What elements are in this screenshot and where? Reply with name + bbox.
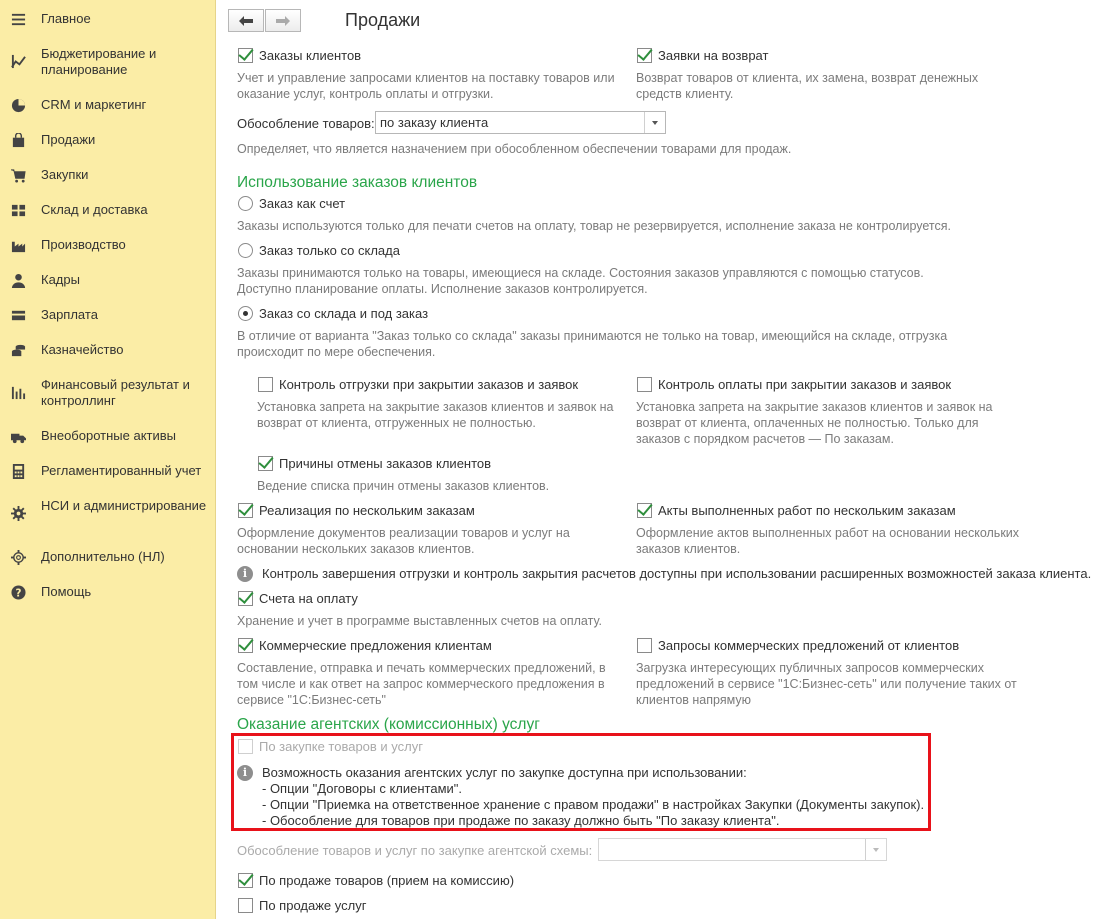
commercial-offers-label[interactable]: Коммерческие предложения клиентам bbox=[259, 638, 492, 653]
order-stock-and-preorder-radio[interactable] bbox=[238, 306, 253, 321]
order-as-invoice-label[interactable]: Заказ как счет bbox=[259, 196, 346, 211]
invoices-checkbox[interactable] bbox=[238, 591, 253, 606]
chevron-down-icon[interactable] bbox=[865, 839, 886, 860]
person-icon bbox=[10, 272, 26, 288]
multi-acts-checkbox[interactable] bbox=[637, 503, 652, 518]
help-icon bbox=[10, 584, 26, 600]
shipment-control-label[interactable]: Контроль отгрузки при закрытии заказов и заявок bbox=[279, 377, 579, 392]
coins-icon bbox=[10, 342, 26, 358]
shipment-control-checkbox[interactable] bbox=[258, 377, 273, 392]
wallet-icon bbox=[10, 307, 26, 323]
main-content bbox=[217, 0, 1103, 919]
pie-chart-icon bbox=[10, 97, 26, 113]
multi-acts-desc: Оформление актов выполненных работ на основании нескольких заказов клиентов. bbox=[636, 526, 1020, 556]
client-orders-checkbox[interactable] bbox=[238, 48, 253, 63]
sidebar-item-label: Закупки bbox=[41, 167, 89, 182]
sidebar-item-label: Кадры bbox=[41, 272, 80, 287]
order-from-stock-label[interactable]: Заказ только со склада bbox=[259, 243, 400, 258]
info-icon: i bbox=[237, 566, 253, 582]
order-as-invoice-radio[interactable] bbox=[238, 196, 253, 211]
agent-sale-services-checkbox[interactable] bbox=[238, 898, 253, 913]
usage-section-title: Использование заказов клиентов bbox=[237, 174, 478, 191]
order-as-invoice-desc: Заказы используются только для печати счетов на оплату, товар не резервируется, исполнение заказа не контролируется. bbox=[237, 219, 951, 233]
sidebar-item-label: Продажи bbox=[41, 132, 96, 147]
sidebar-item-label: Финансовый результат и контроллинг bbox=[41, 377, 190, 408]
agent-isolation-label: Обособление товаров и услуг по закупке агентской схемы: bbox=[237, 843, 593, 858]
info-icon: i bbox=[237, 765, 253, 781]
payment-control-checkbox[interactable] bbox=[637, 377, 652, 392]
agent-isolation-select[interactable] bbox=[598, 838, 887, 861]
order-stock-and-preorder-label[interactable]: Заказ со склада и под заказ bbox=[259, 306, 429, 321]
isolation-select-value: по заказу клиента bbox=[380, 115, 489, 130]
usage-info-note: Контроль завершения отгрузки и контроль закрытия расчетов доступны при использовании расширенных возможностей заказа клиента. bbox=[262, 566, 1092, 581]
cancel-reasons-label[interactable]: Причины отмены заказов клиентов bbox=[279, 456, 492, 471]
return-requests-desc: Возврат товаров от клиента, их замена, возврат денежных средств клиенту. bbox=[636, 71, 979, 101]
agent-section-title: Оказание агентских (комиссионных) услуг bbox=[237, 716, 540, 733]
isolation-select[interactable] bbox=[375, 111, 666, 134]
agent-info-note: Возможность оказания агентских услуг по закупке доступна при использовании: - Опции "Договоры с клиентами". - Опции "Приемка на ответственное хранение с правом продажи" в настройках Закупки (Документы закупок). - Обособление для товаров при продаже по заказу должно быть "По заказу клиента". bbox=[262, 765, 925, 828]
gear-outline-icon bbox=[10, 549, 26, 565]
forward-button[interactable] bbox=[265, 9, 301, 32]
agent-sale-goods-label[interactable]: По продаже товаров (прием на комиссию) bbox=[259, 873, 515, 888]
bar-chart-icon bbox=[10, 384, 26, 400]
gear-icon bbox=[10, 505, 26, 521]
client-orders-label[interactable]: Заказы клиентов bbox=[259, 48, 362, 63]
cancel-reasons-checkbox[interactable] bbox=[258, 456, 273, 471]
menu-icon bbox=[10, 11, 26, 27]
client-orders-desc: Учет и управление запросами клиентов на поставку товаров или оказание услуг, контроль оплаты и отгрузки. bbox=[237, 71, 615, 101]
sidebar bbox=[0, 0, 216, 919]
svg-text:?: ? bbox=[15, 586, 21, 599]
order-from-stock-radio[interactable] bbox=[238, 243, 253, 258]
agent-sale-services-label[interactable]: По продаже услуг bbox=[259, 898, 367, 913]
invoices-desc: Хранение и учет в программе выставленных счетов на оплату. bbox=[237, 614, 602, 628]
warehouse-icon bbox=[10, 202, 26, 218]
order-stock-and-preorder-desc: В отличие от варианта "Заказ только со склада" заказы принимаются не только на товар, имеющийся на складе, отгрузка происходит по мере обеспечения. bbox=[237, 329, 948, 359]
arrow-right-icon bbox=[276, 16, 290, 26]
return-requests-checkbox[interactable] bbox=[637, 48, 652, 63]
sidebar-item-label: Производство bbox=[41, 237, 126, 252]
multi-sales-checkbox[interactable] bbox=[238, 503, 253, 518]
commercial-offers-desc: Составление, отправка и печать коммерческих предложений, в том числе и как ответ на запрос коммерческого предложения в сервисе "1С:Бизнес-сеть" bbox=[237, 661, 606, 707]
commercial-offers-checkbox[interactable] bbox=[238, 638, 253, 653]
agent-sale-goods-checkbox[interactable] bbox=[238, 873, 253, 888]
agent-purchase-label[interactable]: По закупке товаров и услуг bbox=[259, 739, 423, 754]
chevron-down-icon[interactable] bbox=[644, 112, 665, 133]
sidebar-item-label: Регламентированный учет bbox=[41, 463, 202, 478]
multi-acts-label[interactable]: Акты выполненных работ по нескольким заказам bbox=[658, 503, 956, 518]
sidebar-item-label: Бюджетирование и планирование bbox=[41, 46, 157, 77]
offer-requests-checkbox[interactable] bbox=[637, 638, 652, 653]
offer-requests-desc: Загрузка интересующих публичных запросов коммерческих предложений в сервисе "1С:Бизнес-сеть" или получение таких от клиентов напрямую bbox=[636, 661, 1017, 707]
sidebar-item-label: Казначейство bbox=[41, 342, 124, 357]
budget-icon bbox=[10, 53, 26, 69]
multi-sales-label[interactable]: Реализация по нескольким заказам bbox=[259, 503, 475, 518]
isolation-label: Обособление товаров: bbox=[237, 116, 375, 131]
cart-icon bbox=[10, 167, 26, 183]
bag-icon bbox=[10, 132, 26, 148]
order-from-stock-desc: Заказы принимаются только на товары, имеющиеся на складе. Состояния заказов управляются с помощью статусов. Доступно планирование оплаты. Исполнение заказов контролируется. bbox=[237, 266, 924, 296]
factory-icon bbox=[10, 237, 26, 253]
sidebar-item-label: CRM и маркетинг bbox=[41, 97, 147, 112]
sidebar-item-label: Зарплата bbox=[41, 307, 98, 322]
truck-icon bbox=[10, 428, 26, 444]
sidebar-item-label: Внеоборотные активы bbox=[41, 428, 177, 443]
sidebar-item-label: Склад и доставка bbox=[41, 202, 148, 217]
payment-control-label[interactable]: Контроль оплаты при закрытии заказов и заявок bbox=[658, 377, 952, 392]
isolation-desc: Определяет, что является назначением при обособленном обеспечении товарами для продаж. bbox=[237, 142, 792, 156]
sidebar-item-label: Помощь bbox=[41, 584, 92, 599]
multi-sales-desc: Оформление документов реализации товаров и услуг на основании нескольких заказов клиентов. bbox=[237, 526, 570, 556]
highlight-frame bbox=[231, 733, 931, 831]
sidebar-item-label: НСИ и администрирование bbox=[41, 498, 207, 513]
cancel-reasons-desc: Ведение списка причин отмены заказов клиентов. bbox=[257, 479, 550, 493]
calculator-icon bbox=[10, 463, 26, 479]
shipment-control-desc: Установка запрета на закрытие заказов клиентов и заявок на возврат от клиента, отгруженных не полностью. bbox=[257, 400, 614, 430]
invoices-label[interactable]: Счета на оплату bbox=[259, 591, 358, 606]
page-title: Продажи bbox=[345, 10, 421, 30]
offer-requests-label[interactable]: Запросы коммерческих предложений от клиентов bbox=[658, 638, 960, 653]
return-requests-label[interactable]: Заявки на возврат bbox=[658, 48, 769, 63]
arrow-left-icon bbox=[239, 16, 253, 26]
sidebar-item-label: Главное bbox=[41, 11, 91, 26]
back-button[interactable] bbox=[228, 9, 264, 32]
payment-control-desc: Установка запрета на закрытие заказов клиентов и заявок на возврат от клиента, оплаченных не полностью. Только для заказов с порядком расчетов — По заказам. bbox=[636, 400, 993, 446]
sidebar-item-label: Дополнительно (НЛ) bbox=[41, 549, 165, 564]
